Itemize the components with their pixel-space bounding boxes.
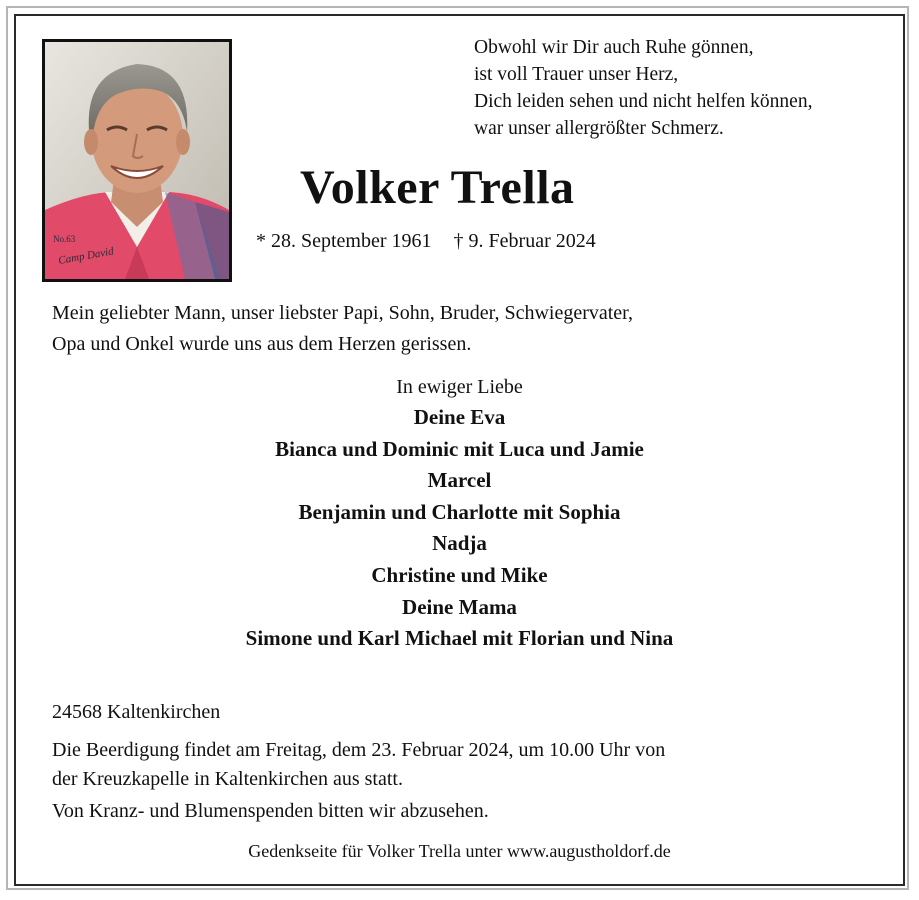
funeral-info <box>52 736 665 794</box>
poem-line: ist voll Trauer unser Herz, <box>474 64 679 85</box>
intro-line: Opa und Onkel wurde uns aus dem Herzen gerissen. <box>52 333 472 355</box>
flowers-note: Von Kranz- und Blumenspenden bitten wir abzusehen. <box>52 800 489 822</box>
mourner-line: Christine und Mike <box>371 562 548 587</box>
memorial-page-link: Gedenkseite für Volker Trella unter www.augustholdorf.de <box>248 841 671 861</box>
funeral-line: der Kreuzkapelle in Kaltenkirchen aus statt. <box>52 768 403 790</box>
mourner-line: Nadja <box>432 531 487 556</box>
birth-date: * 28. September 1961 <box>256 230 432 252</box>
poem-line: Dich leiden sehen und nicht helfen können, <box>474 91 813 112</box>
mourner-line: Deine Mama <box>402 594 517 619</box>
death-date: † 9. Februar 2024 <box>453 230 596 252</box>
intro-text <box>52 298 633 360</box>
mourner-line: Benjamin und Charlotte mit Sophia <box>298 499 621 524</box>
mourner-line: Marcel <box>427 468 492 493</box>
poem <box>474 34 812 142</box>
funeral-line: Die Beerdigung findet am Freitag, dem 23. Februar 2024, um 10.00 Uhr von <box>52 739 666 761</box>
in-love-line: In ewiger Liebe <box>396 376 523 398</box>
life-dates <box>256 230 596 253</box>
place: 24568 Kaltenkirchen <box>52 701 221 723</box>
intro-line: Mein geliebter Mann, unser liebster Papi, Sohn, Bruder, Schwiegervater, <box>52 302 634 324</box>
poem-line: Obwohl wir Dir auch Ruhe gönnen, <box>474 37 754 58</box>
mourner-line: Simone und Karl Michael mit Florian und Nina <box>245 626 674 651</box>
portrait-photo <box>42 39 232 282</box>
poem-line: war unser allergrößter Schmerz. <box>474 118 724 139</box>
deceased-name: Volker Trella <box>300 161 575 214</box>
shirt-print-number: No.63 <box>53 234 76 244</box>
mourner-line: Bianca und Dominic mit Luca und Jamie <box>275 436 644 461</box>
mourner-line: Deine Eva <box>413 405 506 429</box>
shirt-print-brand: Camp David <box>57 245 115 267</box>
signoff <box>0 372 919 655</box>
